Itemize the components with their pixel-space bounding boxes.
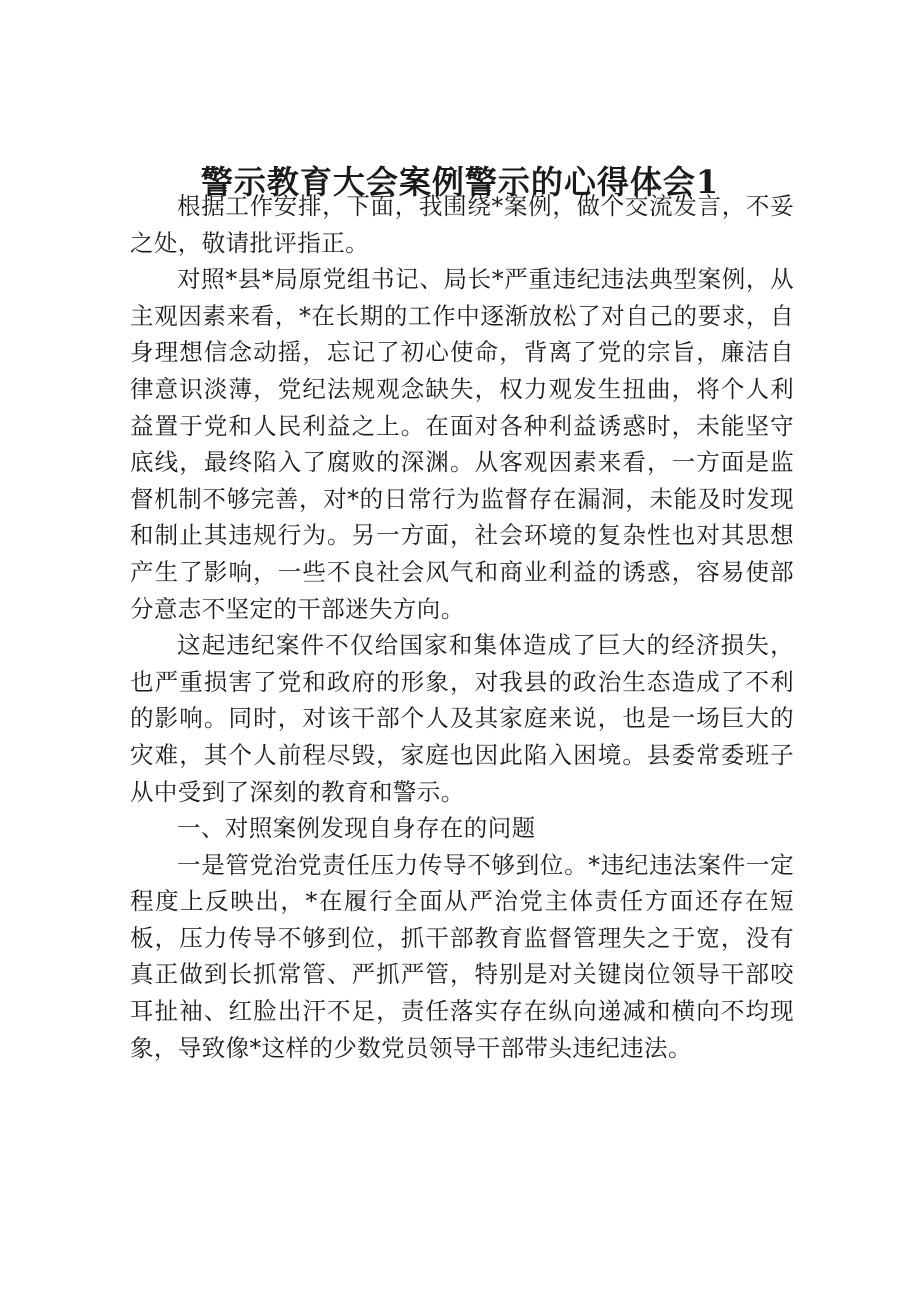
document-body [130,188,794,1066]
document-title: 警示教育大会案例警示的心得体会1 [200,163,720,201]
paragraph-problem-one: 一是管党治党责任压力传导不够到位。*违纪违法案件一定程度上反映出，*在履行全面从严治党主体责任方面还存在短板，压力传导不够到位，抓干部教育监督管理失之于宽，没有真正做到长抓常管、严抓严管，特别是对关键岗位领导干部咬耳扯袖、红脸出汗不足，责任落实存在纵向递减和横向不均现象，导致像*这样的少数党员领导干部带头违纪违法。 [130,850,794,1062]
paragraph-case-analysis: 对照*县*局原党组书记、局长*严重违纪违法典型案例，从主观因素来看，*在长期的工作中逐渐放松了对自己的要求，自身理想信念动摇，忘记了初心使命，背离了党的宗旨，廉洁自律意识淡薄，党纪法规观念缺失，权力观发生扭曲，将个人利益置于党和人民利益之上。在面对各种利益诱惑时，未能坚守底线，最终陷入了腐败的深渊。从客观因素来看，一方面是监督机制不够完善，对*的日常行为监督存在漏洞，未能及时发现和制止其违规行为。另一方面，社会环境的复杂性也对其思想产生了影响，一些不良社会风气和商业利益的诱惑，容易使部分意志不坚定的干部迷失方向。 [130,265,794,623]
paragraph-intro: 根据工作安排，下面，我围绕*案例，做个交流发言，不妥之处，敬请批评指正。 [130,192,794,257]
section-heading-problems: 一、对照案例发现自身存在的问题 [177,814,536,843]
paragraph-case-impact: 这起违纪案件不仅给国家和集体造成了巨大的经济损失，也严重损害了党和政府的形象，对我县的政治生态造成了不利的影响。同时，对该干部个人及其家庭来说，也是一场巨大的灾难，其个人前程尽毁，家庭也因此陷入困境。县委常委班子从中受到了深刻的教育和警示。 [130,631,794,806]
